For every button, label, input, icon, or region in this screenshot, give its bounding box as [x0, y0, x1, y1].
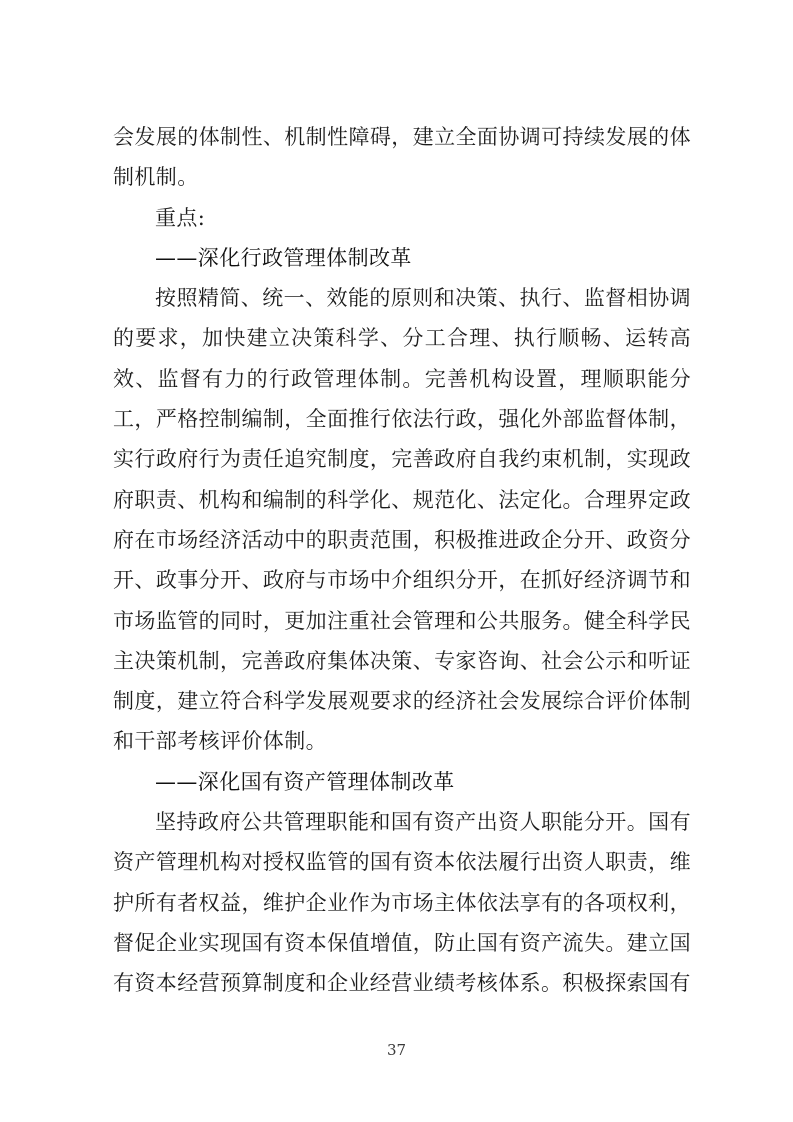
page-number: 37 — [386, 1041, 407, 1059]
paragraph-state-assets-reform: 坚持政府公共管理职能和国有资产出资人职能分开。国有资产管理机构对授权监管的国有资本依法履行出资人职责，维护所有者权益，维护企业作为市场主体依法享有的各项权利，督促企业实现国有资本保值增值，防止国有资产流失。建立国有资本经营预算制度和企业经营业绩考核体系。积极探索国有 — [113, 810, 691, 996]
heading-state-assets-reform: ——深化国有资产管理体制改革 — [155, 769, 455, 794]
paragraph-continuation: 会发展的体制性、机制性障碍，建立全面协调可持续发展的体制机制。 — [113, 125, 691, 190]
key-points-label: 重点: — [155, 205, 206, 230]
page-content — [113, 117, 691, 1004]
paragraph-administrative-reform: 按照精简、统一、效能的原则和决策、执行、监督相协调的要求，加快建立决策科学、分工合理、执行顺畅、运转高效、监督有力的行政管理体制。完善机构设置，理顺职能分工，严格控制编制，全面推行依法行政，强化外部监督体制，实行政府行为责任追究制度，完善政府自我约束机制，实现政府职责、机构和编制的科学化、规范化、法定化。合理界定政府在市场经济活动中的职责范围，积极推进政企分开、政资分开、政事分开、政府与市场中介组织分开，在抓好经济调节和市场监管的同时，更加注重社会管理和公共服务。健全科学民主决策机制，完善政府集体决策、专家咨询、社会公示和听证制度，建立符合科学发展观要求的经济社会发展综合评价体制和干部考核评价体制。 — [113, 286, 691, 754]
heading-administrative-reform: ——深化行政管理体制改革 — [155, 245, 412, 270]
